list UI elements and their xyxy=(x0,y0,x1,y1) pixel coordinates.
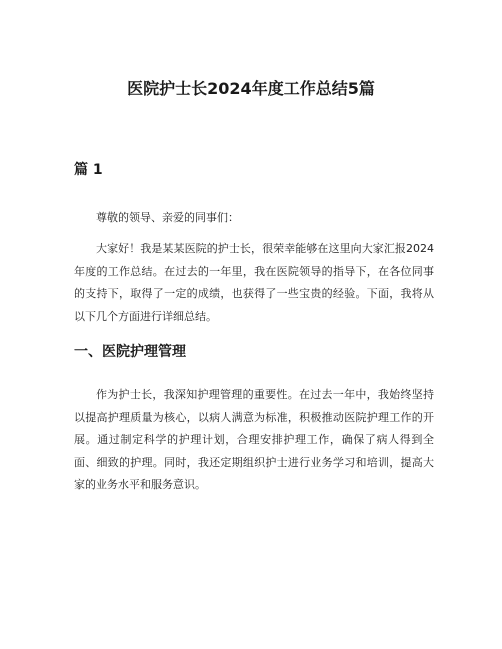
greeting-paragraph: 尊敬的领导、亲爱的同事们： xyxy=(96,211,239,224)
section-body-paragraph: 作为护士长，我深知护理管理的重要性。在过去一年中，我始终坚持以提高护理质量为核心，以病人满意为标准，积极推动医院护理工作的开展。通过制定科学的护理计划，合理安排护理工作，确保了病人得到全面、细致的护理。同时，我还定期组织护士进行业务学习和培训，提高大家的业务水平和服务意识。 xyxy=(74,388,434,491)
section-heading-nursing-management: 一、医院护理管理 xyxy=(74,344,186,360)
document-title: 医院护士长2024年度工作总结5篇 xyxy=(127,79,375,98)
intro-paragraph: 大家好！我是某某医院的护士长，很荣幸能够在这里向大家汇报2024年度的工作总结。在过去的一年里，我在医院领导的指导下，在各位同事的支持下，取得了一定的成绩，也获得了一些宝贵的经验。下面，我将从以下几个方面进行详细总结。 xyxy=(74,242,434,323)
part-heading: 篇 1 xyxy=(74,162,103,178)
